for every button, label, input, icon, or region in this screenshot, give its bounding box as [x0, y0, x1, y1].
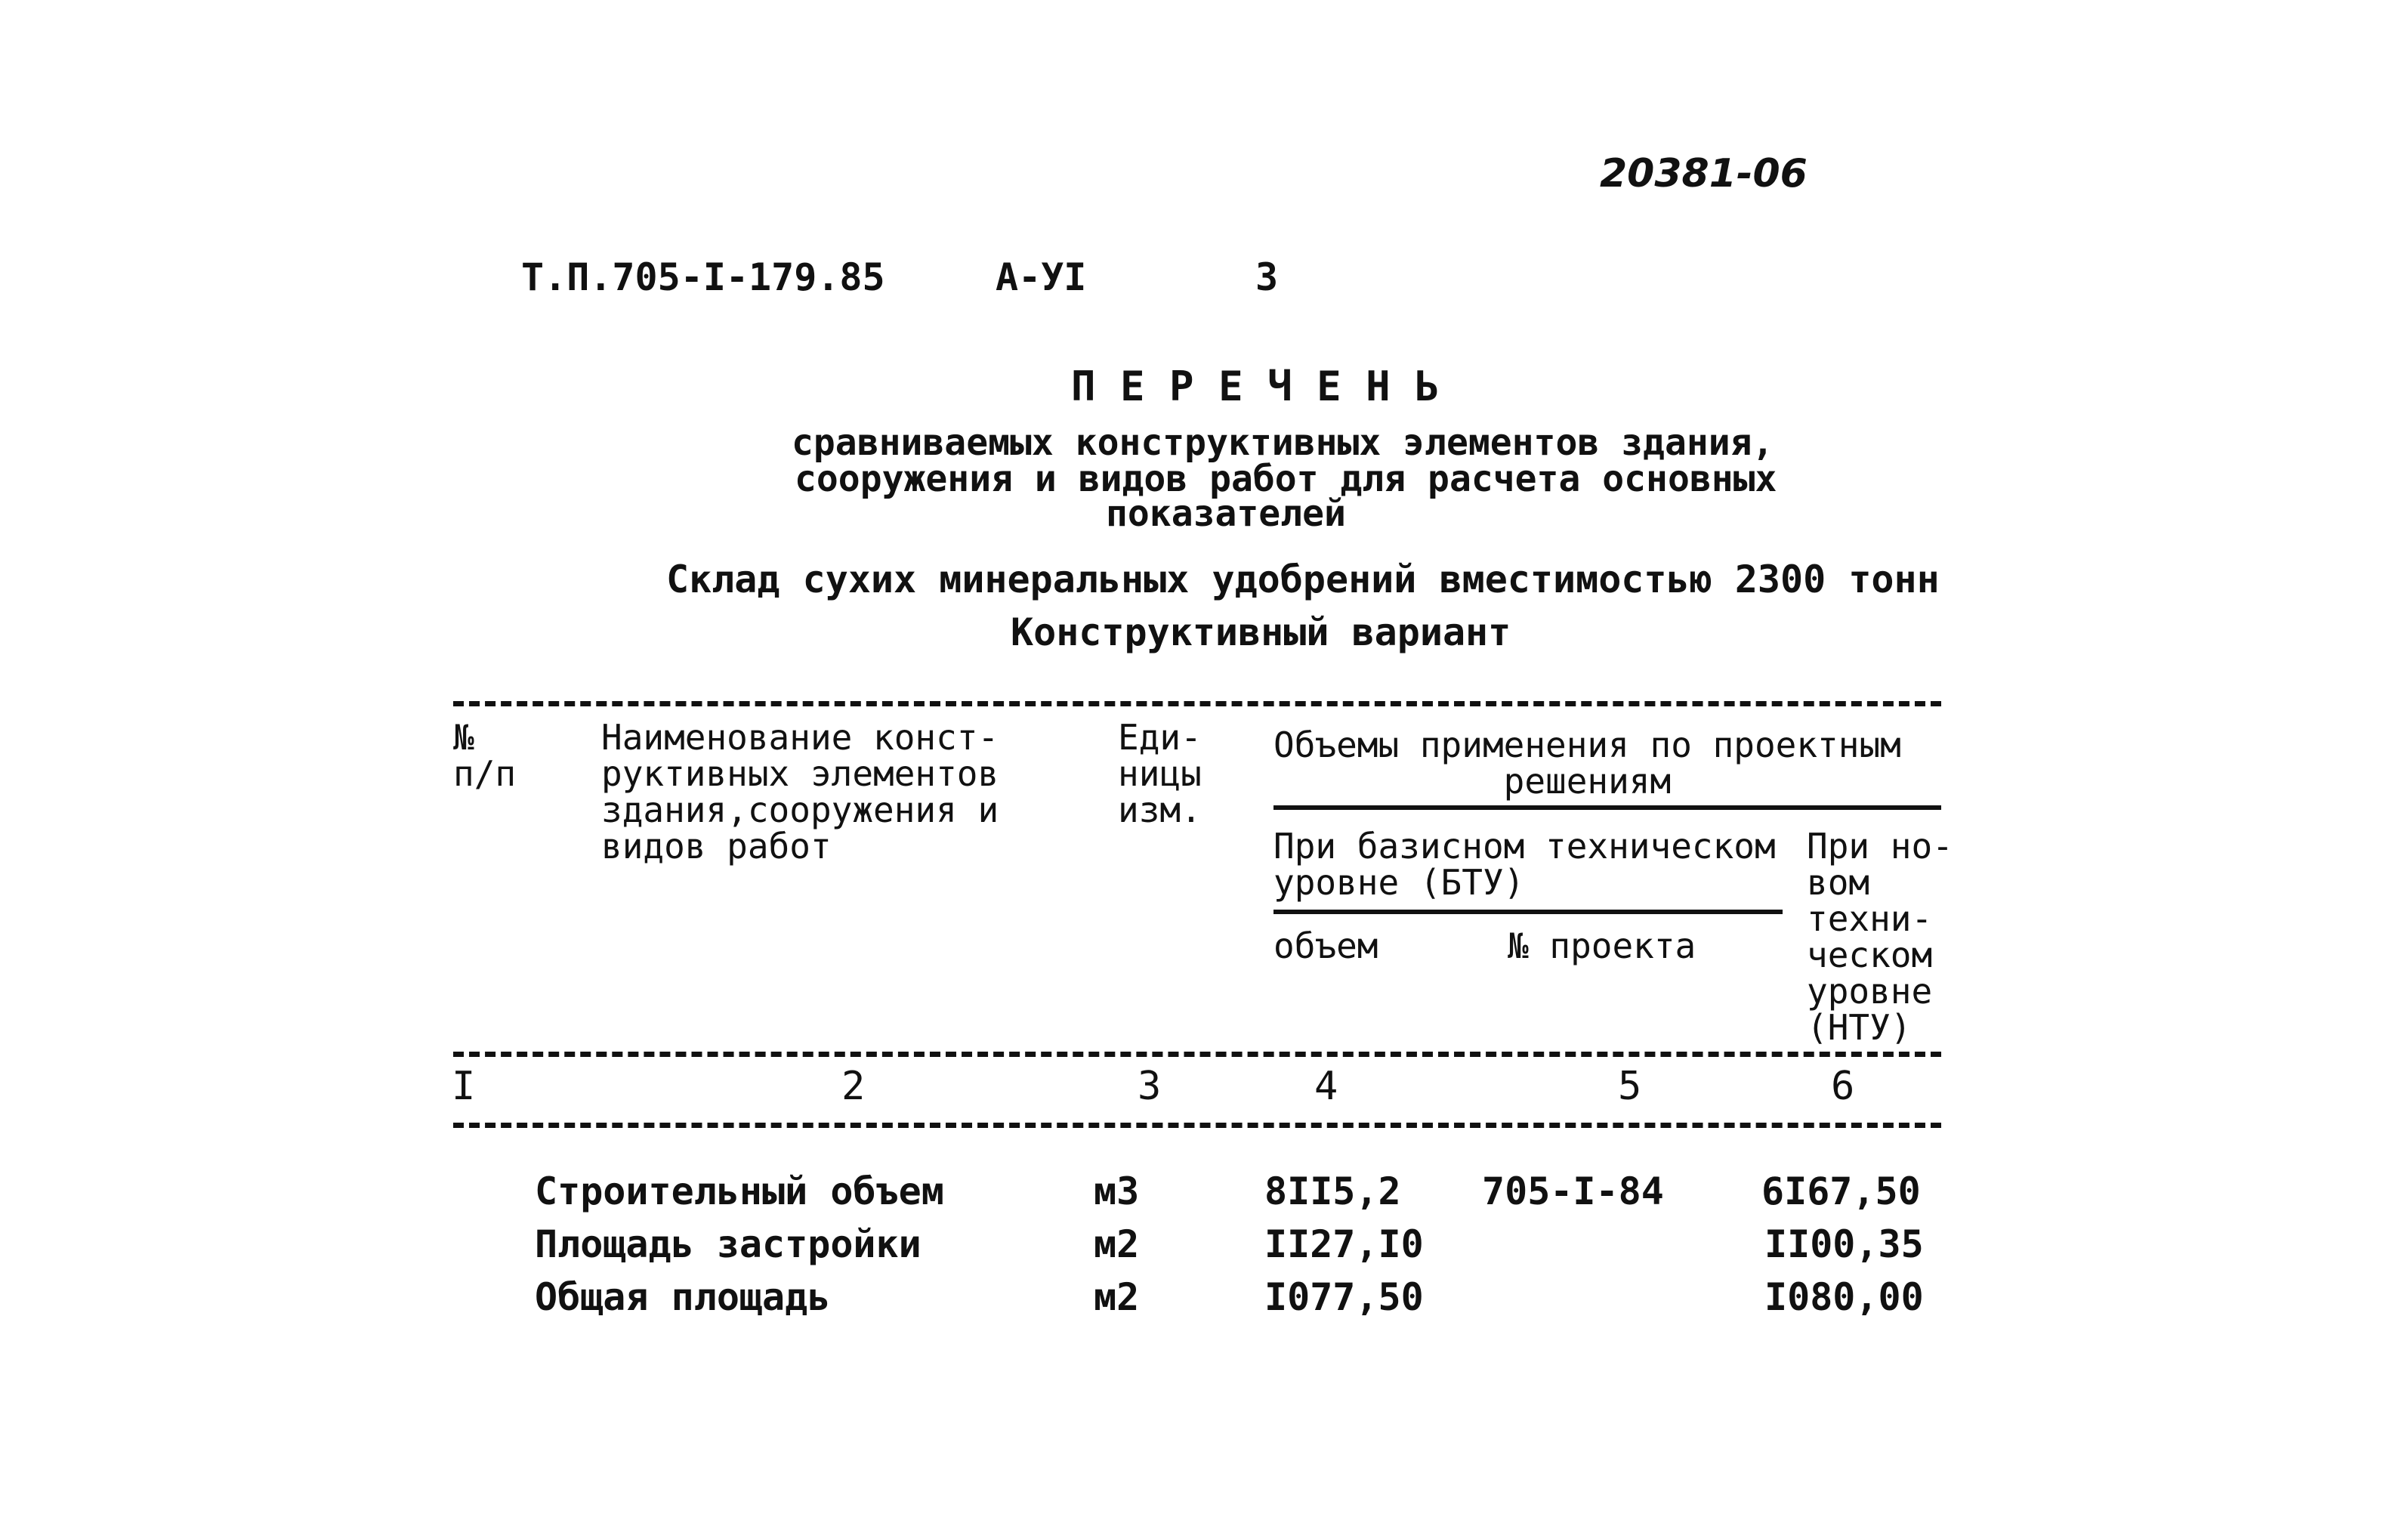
row-2-name: Площадь застройки	[535, 1222, 922, 1266]
btu-header-rule	[1273, 910, 1783, 914]
column-number-1: I	[452, 1064, 476, 1109]
document-code: Т.П.705-I-179.85	[521, 255, 885, 299]
column-number-2: 2	[841, 1064, 866, 1109]
column-number-5: 5	[1618, 1064, 1642, 1109]
table-top-rule	[453, 701, 1941, 706]
row-3-ntu: I080,00	[1764, 1275, 1924, 1319]
header-unit: Еди- ницы изм.	[1118, 717, 1202, 830]
row-1-ntu: 6I67,50	[1761, 1169, 1921, 1213]
row-3-unit: м2	[1094, 1275, 1140, 1319]
archive-number: 20381-06	[1600, 151, 1808, 196]
row-1-name: Строительный объем	[535, 1169, 944, 1213]
album-number: А-УI	[996, 255, 1087, 299]
row-1-project: 705-I-84	[1482, 1169, 1664, 1213]
column-number-3: 3	[1138, 1064, 1162, 1109]
header-num: № п/п	[453, 717, 517, 794]
column-number-6: 6	[1831, 1064, 1855, 1109]
row-3-volume: I077,50	[1264, 1275, 1424, 1319]
row-2-ntu: II00,35	[1764, 1222, 1924, 1266]
header-btu: При базисном техническом уровне (БТУ)	[1273, 826, 1776, 903]
variant-label: Конструктивный вариант	[1011, 610, 1511, 654]
header-volumes: Объемы применения по проектным решениям	[1273, 725, 1901, 802]
row-2-volume: II27,I0	[1264, 1222, 1424, 1266]
header-volume: объем	[1273, 925, 1378, 966]
column-number-4: 4	[1314, 1064, 1338, 1109]
header-project: № проекта	[1508, 925, 1696, 966]
row-1-unit: м3	[1094, 1169, 1140, 1213]
header-ntu: При но- вом техни- ческом уровне (НТУ)	[1807, 826, 1953, 1048]
document-title: П Е Р Е Ч Е Н Ь	[1071, 363, 1440, 410]
title-line-1: сравниваемых конструктивных элементов здания,	[792, 422, 1774, 464]
header-name: Наименование конст- руктивных элементов здания,сооружения и видов работ	[601, 717, 999, 867]
object-name: Склад сухих минеральных удобрений вместимостью 2300 тонн	[666, 558, 1940, 601]
volumes-header-rule	[1273, 805, 1941, 810]
row-2-unit: м2	[1094, 1222, 1140, 1266]
row-3-name: Общая площадь	[535, 1275, 831, 1319]
column-numbers-top-rule	[453, 1052, 1941, 1057]
title-line-2: сооружения и видов работ для расчета основных	[795, 458, 1777, 500]
column-numbers-bottom-rule	[453, 1123, 1941, 1128]
title-line-3: показателей	[1106, 493, 1346, 535]
page-number: 3	[1255, 255, 1279, 299]
row-1-volume: 8II5,2	[1264, 1169, 1401, 1213]
